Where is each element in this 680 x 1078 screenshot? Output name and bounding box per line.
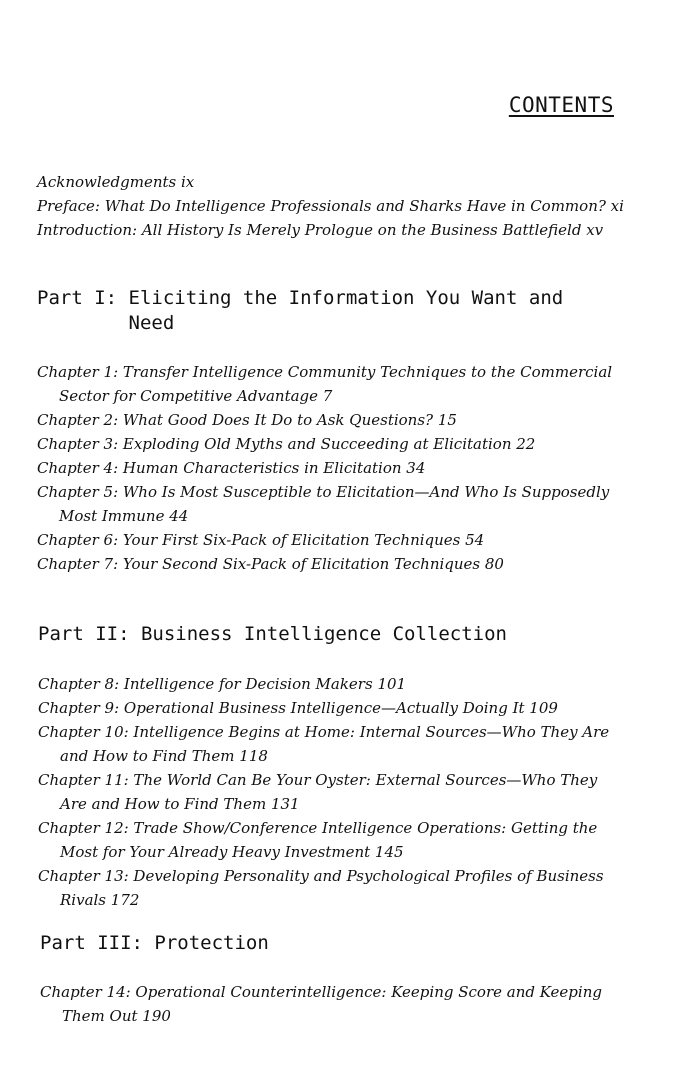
contents-heading: CONTENTS xyxy=(508,93,614,117)
chapter-entry: Chapter 10: Intelligence Begins at Home: Internal Sources—Who They Are and How to Find Them 118 xyxy=(38,723,610,765)
front-matter-list xyxy=(37,170,647,242)
chapter-entry: Chapter 3: Exploding Old Myths and Succeeding at Elicitation 22 xyxy=(37,435,536,453)
chapter-entry: Chapter 13: Developing Personality and Psychological Profiles of Business Rivals 172 xyxy=(38,867,604,909)
chapter-entry: Chapter 9: Operational Business Intelligence—Actually Doing It 109 xyxy=(38,699,558,717)
chapter-entry: Chapter 14: Operational Counterintelligence: Keeping Score and Keeping Them Out 190 xyxy=(40,983,602,1025)
part-3-chapter-list xyxy=(40,980,620,1028)
front-matter-item-acknowledgments: Acknowledgments ix xyxy=(37,173,195,191)
chapter-entry: Chapter 8: Intelligence for Decision Makers 101 xyxy=(38,675,407,693)
chapter-entry: Chapter 4: Human Characteristics in Elicitation 34 xyxy=(37,459,426,477)
part-1-chapter-list xyxy=(37,360,637,576)
chapter-entry: Chapter 7: Your Second Six-Pack of Elicitation Techniques 80 xyxy=(37,555,504,573)
front-matter-item-introduction: Introduction: All History Is Merely Prologue on the Business Battlefield xv xyxy=(37,221,604,239)
chapter-entry: Chapter 2: What Good Does It Do to Ask Questions? 15 xyxy=(37,411,457,429)
part-2-chapter-list xyxy=(38,672,618,912)
chapter-entry: Chapter 6: Your First Six-Pack of Elicitation Techniques 54 xyxy=(37,531,485,549)
chapter-entry: Chapter 12: Trade Show/Conference Intelligence Operations: Getting the Most for Your Already Heavy Investment 145 xyxy=(38,819,598,861)
part-2-title: Part II: Business Intelligence Collection xyxy=(38,623,507,645)
part-1-title: Part I: Eliciting the Information You Want and Need xyxy=(37,287,564,334)
part-3-title: Part III: Protection xyxy=(40,932,269,954)
chapter-entry: Chapter 1: Transfer Intelligence Community Techniques to the Commercial Sector for Competitive Advantage 7 xyxy=(37,363,613,405)
front-matter-item-preface: Preface: What Do Intelligence Professionals and Sharks Have in Common? xi xyxy=(37,197,624,215)
chapter-entry: Chapter 5: Who Is Most Susceptible to Elicitation—And Who Is Supposedly Most Immune 44 xyxy=(37,483,610,525)
chapter-entry: Chapter 11: The World Can Be Your Oyster: External Sources—Who They Are and How to Find Them 131 xyxy=(38,771,598,813)
